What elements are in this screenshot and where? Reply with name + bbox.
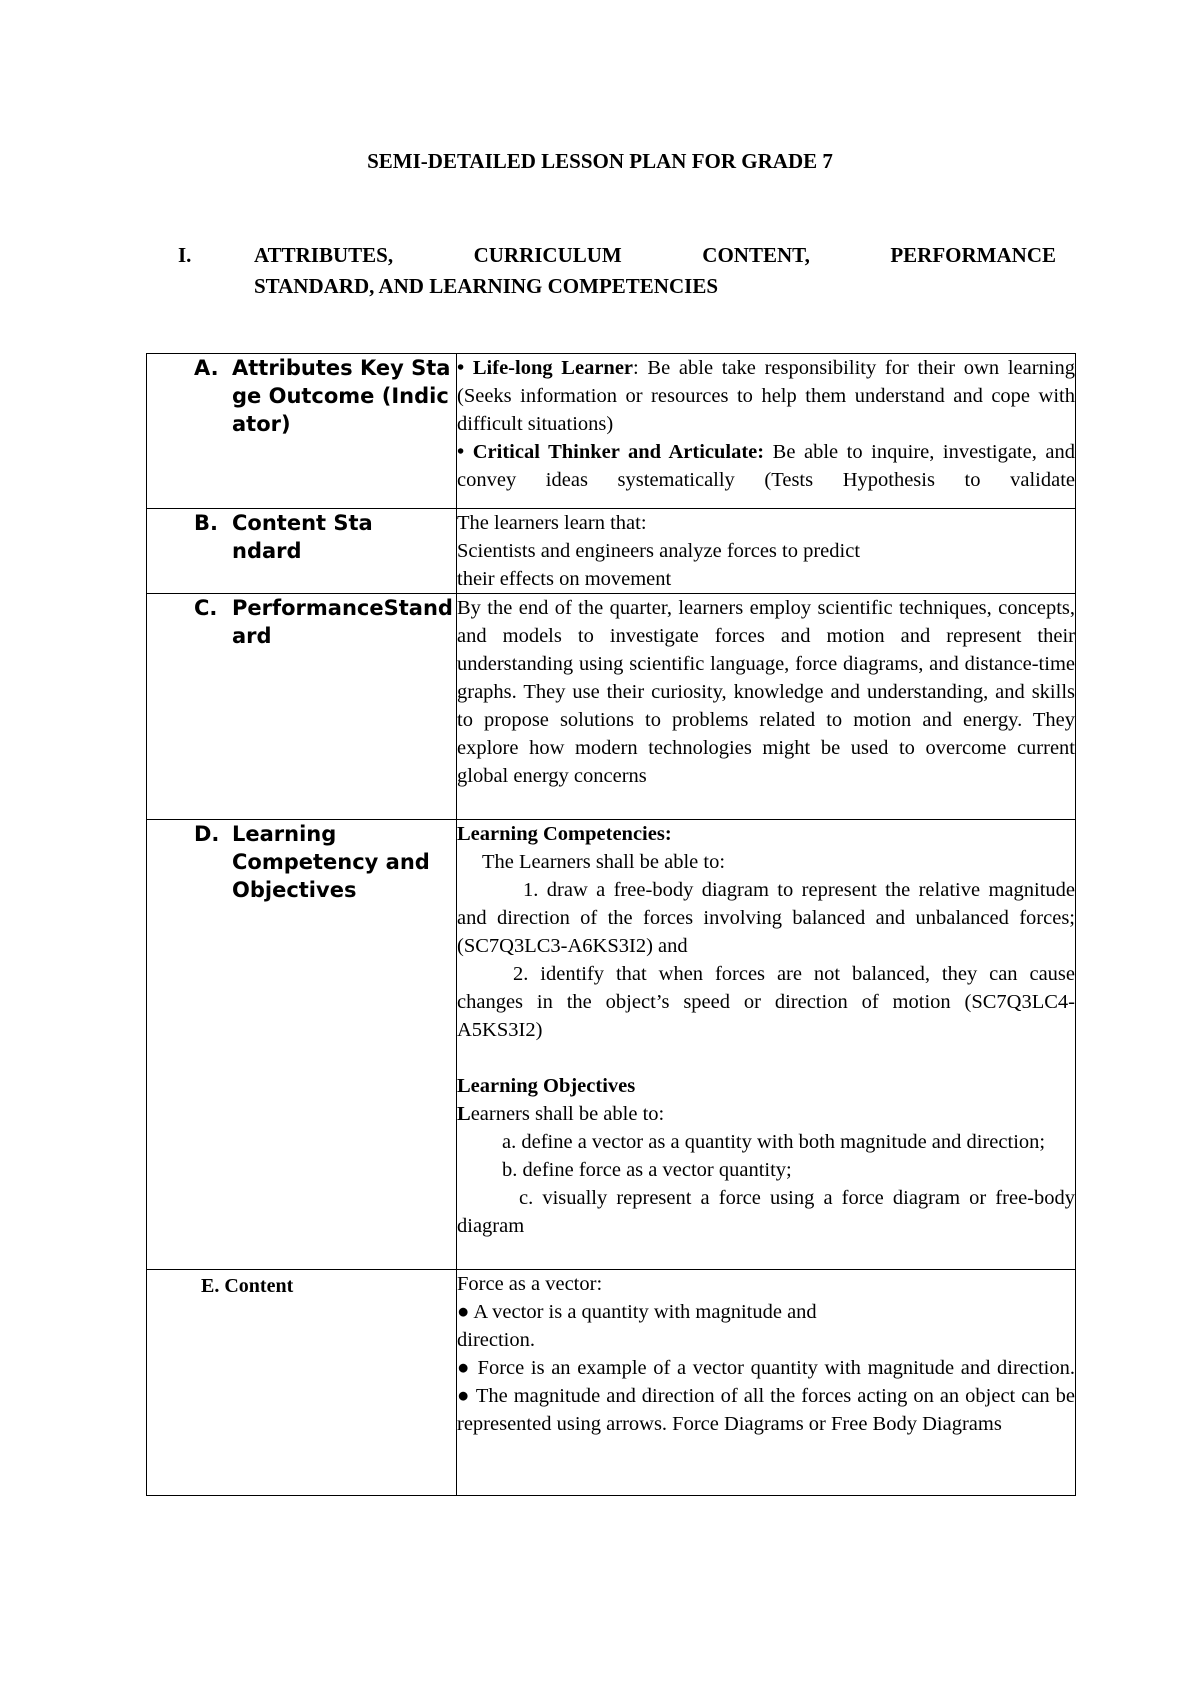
row-label-cell — [147, 1270, 457, 1496]
objective-item: c. visually represent a force using a force diagram or free-body diagram — [457, 1187, 1075, 1237]
row-content-cell — [457, 594, 1076, 820]
content-bullet-continued: direction. — [457, 1329, 535, 1351]
objectives-heading: Learning Objectives — [457, 1075, 636, 1097]
objective-item: b. define force as a vector quantity; — [502, 1159, 792, 1181]
row-letter: B. — [194, 511, 218, 535]
attribute-text: Be able to inquire, investigate, and convey ideas systematically (Tests Hypothesis to validate — [457, 441, 1075, 491]
table-row — [147, 820, 1076, 1270]
row-label: Attributes Key Stage Outcome (Indicator) — [232, 356, 451, 436]
row-label-cell — [147, 509, 457, 594]
attribute-lifelong-learner — [457, 354, 1075, 438]
competencies-heading: Learning Competencies: — [457, 823, 672, 845]
row-label: E. Content — [201, 1275, 294, 1297]
competency-item: 2. identify that when forces are not balanced, they can cause changes in the object’s speed or direction of motion (SC7Q3LC4-A5KS3I2) — [457, 963, 1075, 1041]
heading-word: CURRICULUM — [473, 243, 622, 267]
table-row — [147, 1270, 1076, 1496]
competency-item: 1. draw a free-body diagram to represent the relative magnitude and direction of the forces involving balanced and unbalanced forces;(SC7Q3LC3-A6KS3I2) and — [457, 879, 1075, 957]
table-row — [147, 594, 1076, 820]
performance-standard-text: By the end of the quarter, learners employ scientific techniques, concepts, and models to investigate forces and motion and represent their understanding using scientific language, force diagrams, and distance-time graphs. They use their curiosity, knowledge and understanding, and skills to propose solutions to problems related to motion and energy. They explore how modern technologies might be used to overcome current global energy concerns — [457, 597, 1075, 787]
content-standard-line: Scientists and engineers analyze forces to predict — [457, 540, 861, 562]
section-heading-line2: STANDARD, AND LEARNING COMPETENCIES — [254, 274, 718, 298]
attribute-title: • Critical Thinker and Articulate: — [457, 441, 765, 463]
heading-word: CONTENT, — [702, 243, 810, 267]
content-standard-line: The learners learn that: — [457, 512, 647, 534]
objectives-intro-rest: earners shall be able to: — [470, 1103, 665, 1125]
attribute-title: • Life-long Learner — [457, 357, 634, 379]
row-label-cell — [147, 594, 457, 820]
heading-word: PERFORMANCE — [890, 243, 1056, 267]
attribute-critical-thinker — [457, 438, 1075, 494]
section-heading-line1 — [254, 240, 1056, 271]
table-row — [147, 354, 1076, 509]
row-content-cell — [457, 509, 1076, 594]
heading-word: ATTRIBUTES, — [254, 243, 394, 267]
content-standard-line: their effects on movement — [457, 568, 672, 590]
lesson-plan-table — [146, 353, 1076, 1496]
competencies-intro: The Learners shall be able to: — [482, 851, 726, 873]
content-bullet: ● A vector is a quantity with magnitude and — [457, 1301, 817, 1323]
row-label: Content Standard — [232, 511, 373, 563]
objective-item: a. define a vector as a quantity with both magnitude and direction; — [502, 1131, 1046, 1153]
spacer — [457, 1044, 1075, 1072]
row-content-cell — [457, 354, 1076, 509]
row-label: PerformanceStandard — [232, 596, 453, 648]
row-content-cell — [457, 820, 1076, 1270]
row-letter: A. — [194, 356, 219, 380]
content-intro: Force as a vector: — [457, 1273, 603, 1295]
row-label-cell — [147, 820, 457, 1270]
row-letter: C. — [194, 596, 218, 620]
row-label: Learning Competency and Objectives — [232, 822, 430, 902]
section-number: I. — [178, 243, 192, 267]
page-title: SEMI-DETAILED LESSON PLAN FOR GRADE 7 — [367, 149, 833, 173]
table-row — [147, 509, 1076, 594]
row-content-cell — [457, 1270, 1076, 1496]
row-label-cell — [147, 354, 457, 509]
objectives-intro — [457, 1100, 1075, 1128]
content-bullet: ● The magnitude and direction of all the forces acting on an object can be represented using arrows. Force Diagrams or Free Body Diagrams — [457, 1385, 1075, 1435]
row-letter: D. — [194, 822, 220, 846]
content-bullet: ● Force is an example of a vector quantity with magnitude and direction. — [457, 1357, 1075, 1379]
objectives-intro-lead: L — [457, 1103, 471, 1125]
attribute-text: : Be able take responsibility for their own learning (Seeks information or resources to help them understand and cope with difficult situations) — [457, 357, 1075, 435]
